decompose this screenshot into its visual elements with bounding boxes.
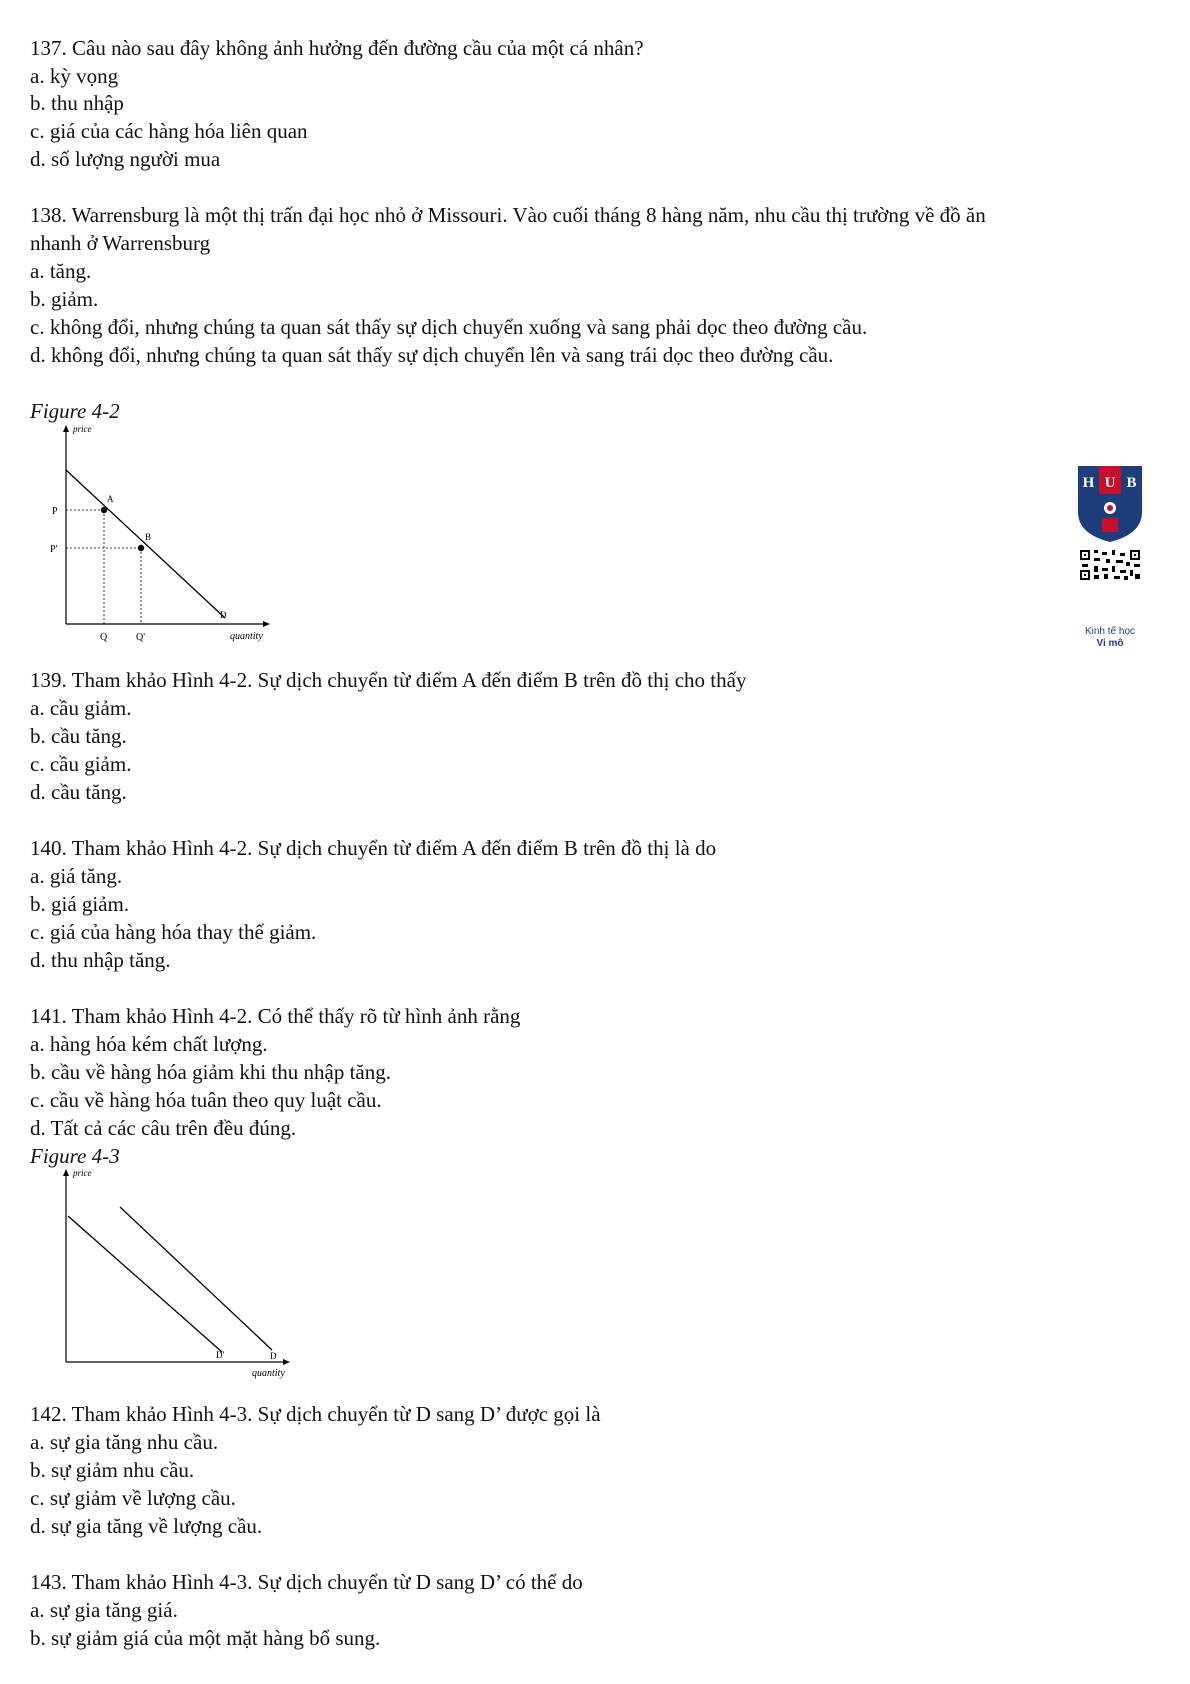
q137-option-a: a. kỳ vọng [30,64,119,88]
point-a-label: A [107,494,114,504]
q139-option-b: b. cầu tăng. [30,724,127,748]
q138-option-b: b. giảm. [30,287,99,311]
q137-option-c: c. giá của các hàng hóa liên quan [30,119,308,143]
q139-option-c: c. cầu giảm. [30,752,132,776]
logo-emblem-center [1107,505,1113,511]
brand-caption-line2: Vi mô [1096,638,1124,649]
curve-label-d-prime: D' [216,1350,225,1360]
q138-question-line2: nhanh ở Warrensburg [30,231,211,255]
logo-letter-u: U [1104,475,1116,491]
brand-caption-line1: Kinh tế học [1084,626,1136,637]
q141-option-a: a. hàng hóa kém chất lượng. [30,1032,268,1056]
figure-4-3-graph [40,1162,310,1382]
quantity-label-q: Q [100,632,108,643]
figure-4-3-title: Figure 4-3 [30,1144,120,1168]
point-b [138,545,144,551]
q139-option-a: a. cầu giảm. [30,696,132,720]
logo-letter-h: H [1082,475,1095,491]
q142-option-d: d. sự gia tăng về lượng cầu. [30,1514,263,1538]
curve-label-d: D [220,610,227,620]
q141-option-b: b. cầu về hàng hóa giảm khi thu nhập tăng. [30,1060,391,1084]
qr-code-icon [1080,550,1140,580]
q143-question: 143. Tham khảo Hình 4-3. Sự dịch chuyển từ D sang D’ có thể do [30,1570,583,1594]
y-axis-label: price [73,1168,92,1178]
q142-option-b: b. sự giảm nhu cầu. [30,1458,195,1482]
x-axis-label: quantity [252,1368,285,1379]
x-axis-arrow [283,1359,290,1365]
q138-option-d: d. không đổi, nhưng chúng ta quan sát thấy sự dịch chuyển lên và sang trái dọc theo đường cầu. [30,343,834,367]
figure-4-2-graph [40,418,290,648]
point-a [101,507,107,513]
x-axis-arrow [263,621,270,627]
q141-option-c: c. cầu về hàng hóa tuân theo quy luật cầu. [30,1088,382,1112]
q138-option-a: a. tăng. [30,259,92,283]
q138-option-c: c. không đổi, nhưng chúng ta quan sát thấy sự dịch chuyển xuống và sang phải dọc theo đường cầu. [30,315,868,339]
y-axis-arrow [63,1169,69,1176]
demand-curve-d-prime [68,1216,222,1352]
figure-4-2-title: Figure 4-2 [30,399,120,423]
demand-curve [66,470,225,618]
quantity-label-q-prime: Q' [136,632,146,643]
q141-option-d: d. Tất cả các câu trên đều đúng. [30,1116,297,1140]
logo-letter-b: B [1126,475,1137,491]
q138-question-line1: 138. Warrensburg là một thị trấn đại học nhỏ ở Missouri. Vào cuối tháng 8 hàng năm, nhu cầu thị trường về đồ ăn [30,203,986,227]
q139-question: 139. Tham khảo Hình 4-2. Sự dịch chuyển từ điểm A đến điểm B trên đồ thị cho thấy [30,668,747,692]
point-b-label: B [145,532,152,542]
q137-question: 137. Câu nào sau đây không ảnh hưởng đến đường cầu của một cá nhân? [30,36,644,60]
q142-option-a: a. sự gia tăng nhu cầu. [30,1430,219,1454]
q143-option-b: b. sự giảm giá của một mặt hàng bổ sung. [30,1626,381,1650]
q140-question: 140. Tham khảo Hình 4-2. Sự dịch chuyển từ điểm A đến điểm B trên đồ thị là do [30,836,717,860]
price-label-p: P [52,506,58,517]
q141-question: 141. Tham khảo Hình 4-2. Có thể thấy rõ từ hình ảnh rằng [30,1004,521,1028]
q140-option-b: b. giá giảm. [30,892,130,916]
curve-label-d: D [270,1351,277,1361]
q139-option-d: d. cầu tăng. [30,780,127,804]
x-axis-label: quantity [230,631,263,642]
q142-question: 142. Tham khảo Hình 4-3. Sự dịch chuyển từ D sang D’ được gọi là [30,1402,601,1426]
y-axis-arrow [63,425,69,432]
hub-logo [1072,462,1148,586]
q140-option-d: d. thu nhập tăng. [30,948,171,972]
y-axis-label: price [73,424,92,434]
logo-lower-band [1102,518,1118,532]
q140-option-c: c. giá của hàng hóa thay thế giảm. [30,920,317,944]
price-label-p-prime: P' [50,544,58,555]
q142-option-c: c. sự giảm về lượng cầu. [30,1486,236,1510]
q140-option-a: a. giá tăng. [30,864,123,888]
q137-option-b: b. thu nhập [30,91,124,115]
hub-shield-and-qr [1072,462,1148,580]
q143-option-a: a. sự gia tăng giá. [30,1598,178,1622]
q137-option-d: d. số lượng người mua [30,147,221,171]
